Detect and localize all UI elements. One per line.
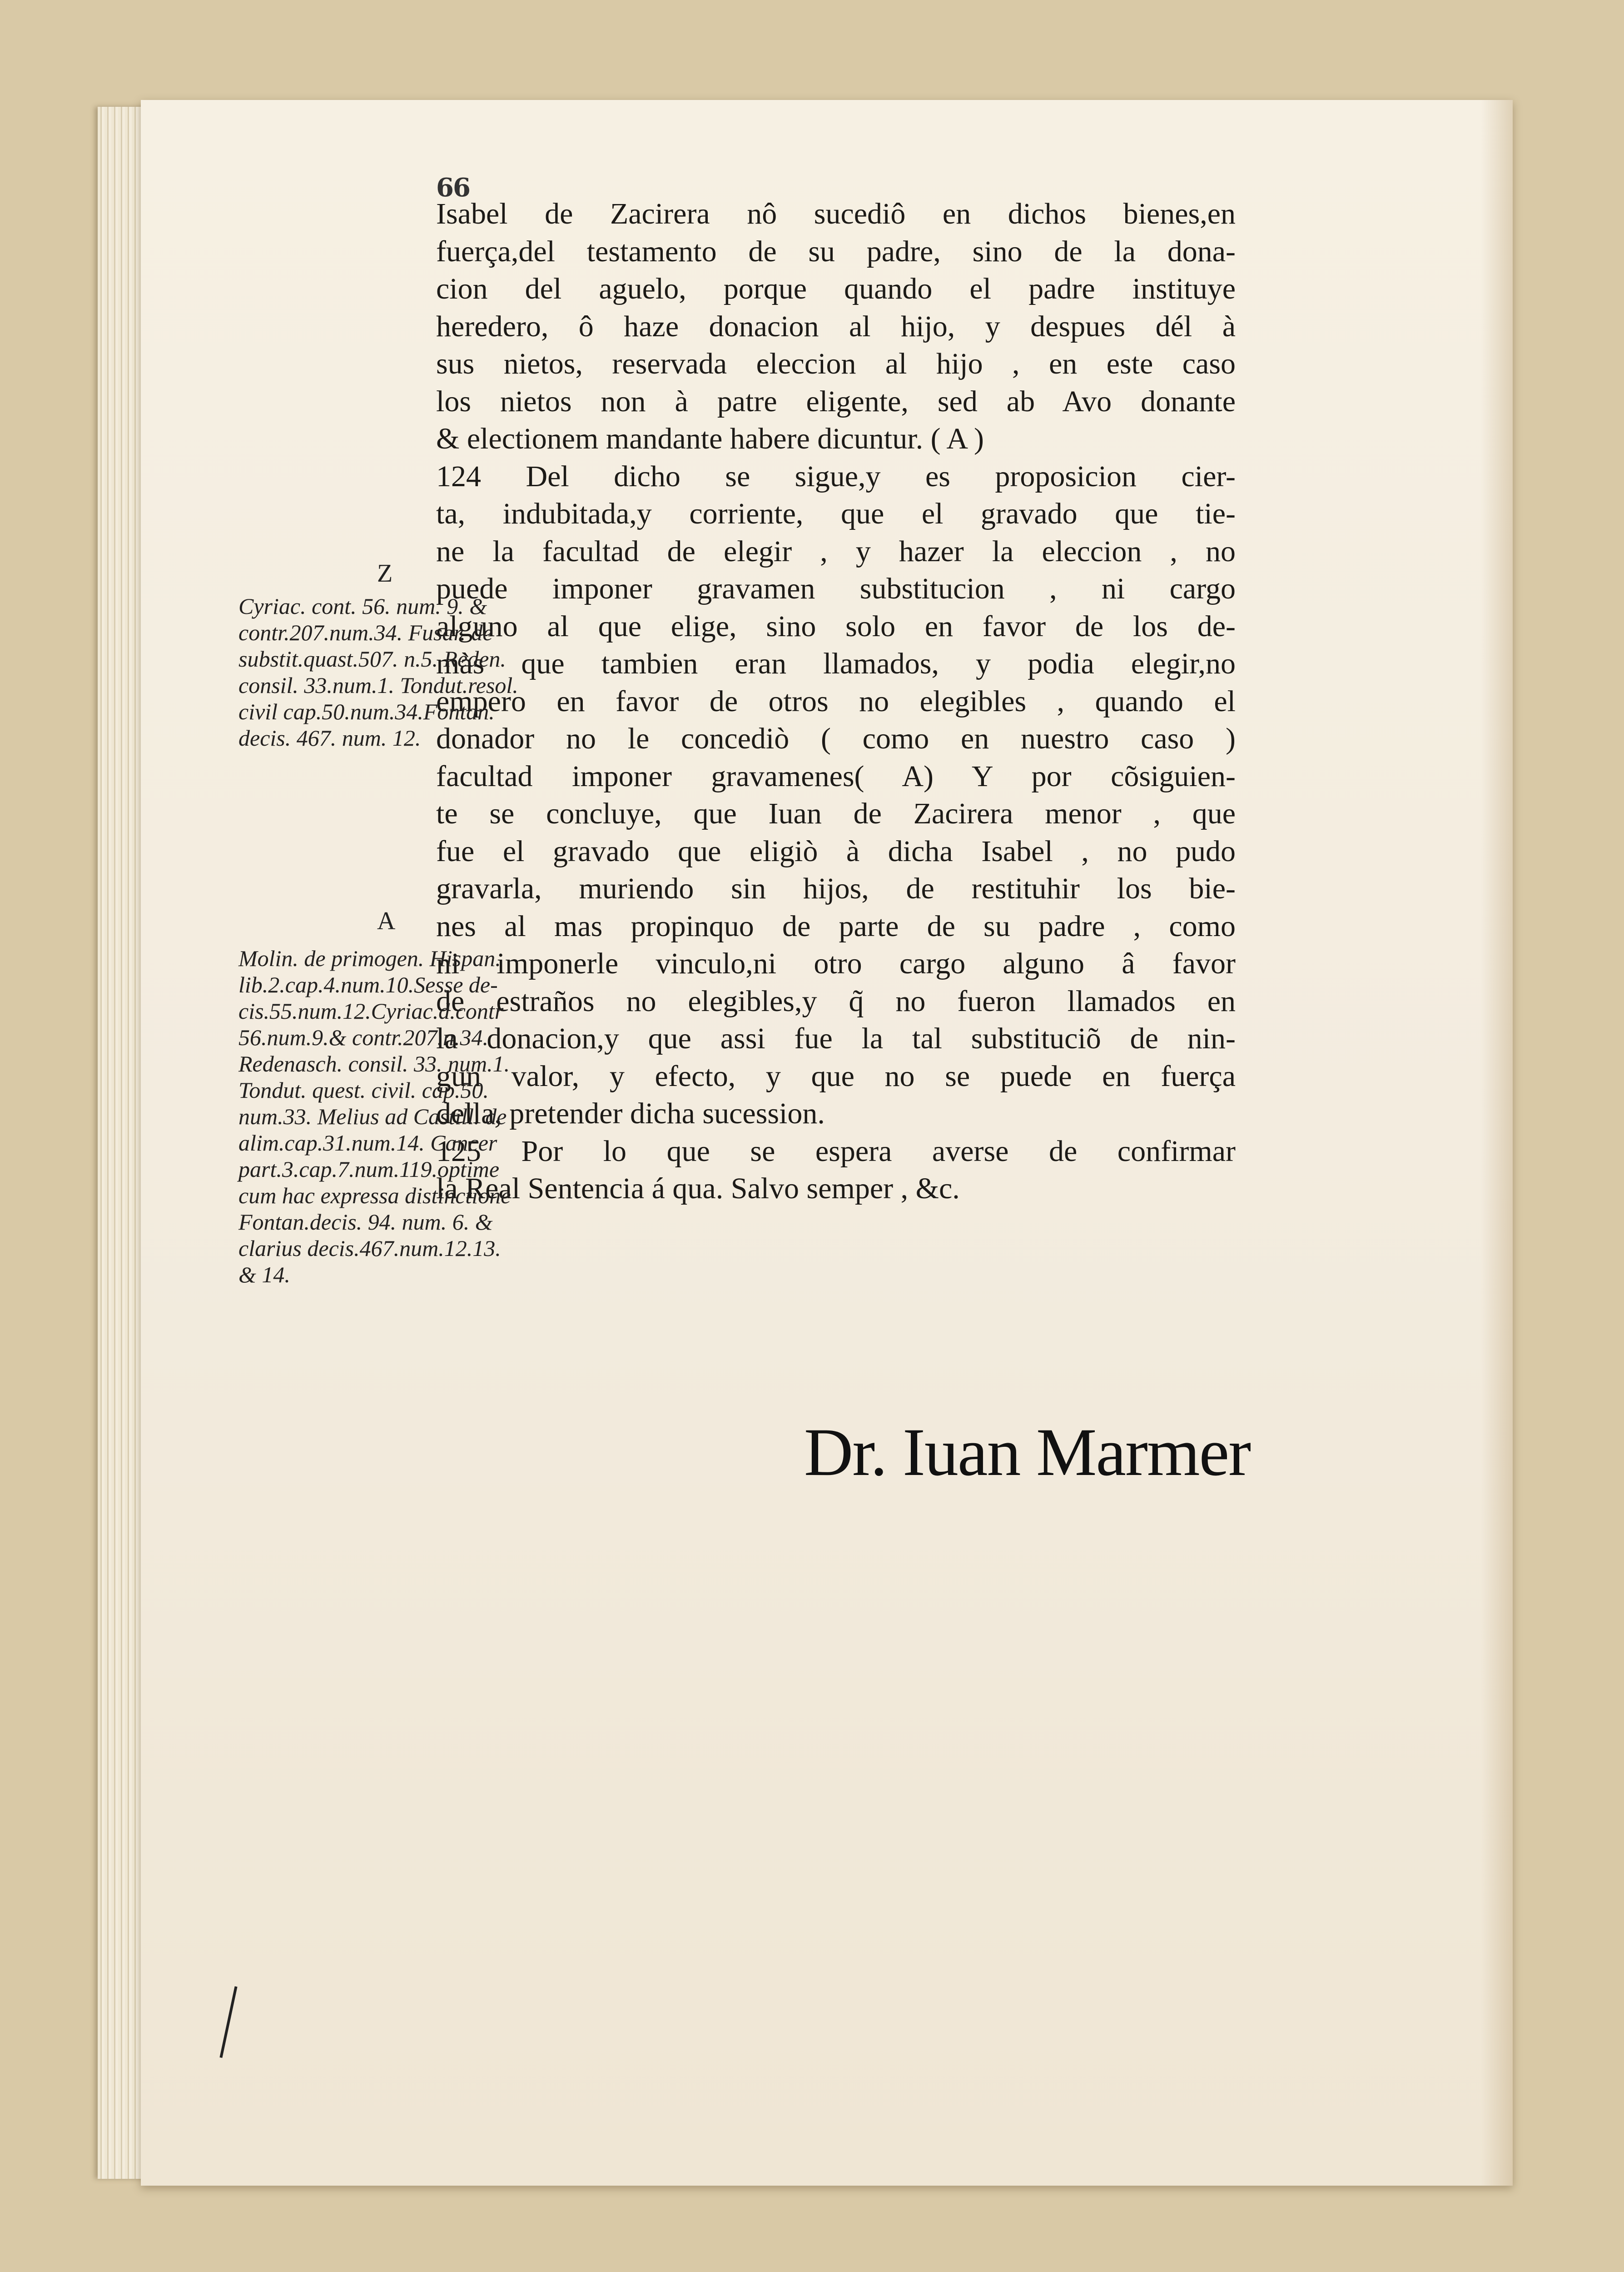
- text-line: gun valor, y efecto, y que no se puede en fuerça: [436, 1059, 1236, 1093]
- text-line: Redenasch. consil. 33. num.1.: [238, 1051, 510, 1076]
- text-line: te se concluye, que Iuan de Zacirera menor , que: [436, 797, 1236, 830]
- text-line: la Real Sentencia á qua. Salvo semper , &c.: [436, 1172, 960, 1205]
- marginal-note-z: [238, 593, 556, 751]
- text-line: fuerça,del testamento de su padre, sino de la dona-: [436, 234, 1236, 268]
- text-line: decis. 467. num. 12.: [238, 725, 421, 751]
- text-line: clarius decis.467.num.12.13.: [238, 1236, 501, 1261]
- text-line: & electionem mandante habere dicuntur. ( A ): [436, 422, 984, 455]
- text-line: de estraños no elegibles,y q̃ no fueron llamados en: [436, 984, 1236, 1018]
- text-line: Cyriac. cont. 56. num. 9. &: [238, 593, 487, 619]
- text-line: lib.2.cap.4.num.10.Sesse de-: [238, 972, 498, 997]
- text-line: consil. 33.num.1. Tondut.resol.: [238, 673, 518, 698]
- text-line: 125 Por lo que se espera averse de confirmar: [436, 1134, 1236, 1168]
- text-line: substit.quast.507. n.5. Reden.: [238, 646, 506, 672]
- marginal-note-a: [238, 945, 566, 1288]
- text-line: màs que tambien eran llamados, y podia elegir,no: [436, 647, 1236, 680]
- text-line: la donacion,y que assi fue la tal substituciõ de nin-: [436, 1022, 1236, 1055]
- text-line: part.3.cap.7.num.119.optime: [238, 1156, 500, 1182]
- text-line: & 14.: [238, 1262, 290, 1287]
- text-line: ni imponerle vinculo,ni otro cargo alguno â favor: [436, 947, 1236, 980]
- text-line: Molin. de primogen. Hispan.: [238, 946, 501, 971]
- text-line: sus nietos, reservada eleccion al hijo , en este caso: [436, 347, 1236, 380]
- text-line: cum hac expressa distinctione: [238, 1183, 511, 1208]
- text-line: los nietos non à patre eligente, sed ab Avo donante: [436, 384, 1236, 418]
- text-line: fue el gravado que eligiò à dicha Isabel , no pudo: [436, 834, 1236, 868]
- text-line: gravarla, muriendo sin hijos, de restituhir los bie-: [436, 872, 1236, 905]
- text-line: alguno al que elige, sino solo en favor de los de-: [436, 609, 1236, 643]
- text-line: Tondut. quest. civil. cap.50.: [238, 1077, 489, 1103]
- text-line: Fontan.decis. 94. num. 6. &: [238, 1209, 493, 1235]
- pencil-mark: [219, 1986, 237, 2058]
- text-line: nes al mas propinquo de parte de su padre , como: [436, 909, 1236, 943]
- text-line: puede imponer gravamen substitucion , ni cargo: [436, 572, 1236, 605]
- text-line: donador no le concediò ( como en nuestro caso ): [436, 722, 1236, 755]
- text-line: heredero, ô haze donacion al hijo, y despues dél à: [436, 309, 1236, 343]
- text-line: alim.cap.31.num.14. Cancer: [238, 1130, 497, 1156]
- text-line: num.33. Melius ad Castill. de: [238, 1104, 507, 1129]
- text-line: cion del aguelo, porque quando el padre instituye: [436, 272, 1236, 305]
- text-line: ta, indubitada,y corriente, que el gravado que tie-: [436, 497, 1236, 530]
- text-line: civil cap.50.num.34.Fontan.: [238, 699, 495, 724]
- text-line: 124 Del dicho se sigue,y es proposicion cier-: [436, 459, 1236, 493]
- text-line: ne la facultad de elegir , y hazer la eleccion , no: [436, 534, 1236, 568]
- text-line: facultad imponer gravamenes( A) Y por cõsiguien-: [436, 759, 1236, 793]
- note-a-marker: A: [377, 907, 396, 935]
- text-line: empero en favor de otros no elegibles , quando el: [436, 684, 1236, 718]
- folio-number: 66: [436, 173, 470, 203]
- note-z-marker: Z: [377, 559, 393, 588]
- text-line: contr.207.num.34. Fusar. de: [238, 620, 493, 645]
- text-line: 56.num.9.& contr.207.n.34.: [238, 1025, 488, 1050]
- signature: Dr. Iuan Marmer: [804, 1415, 1251, 1490]
- text-line: cis.55.num.12.Cyriac.d.contr: [238, 998, 504, 1024]
- text-line: della, pretender dicha sucession.: [436, 1097, 825, 1130]
- text-line: Isabel de Zacirera nô sucediô en dichos bienes,en: [436, 197, 1236, 230]
